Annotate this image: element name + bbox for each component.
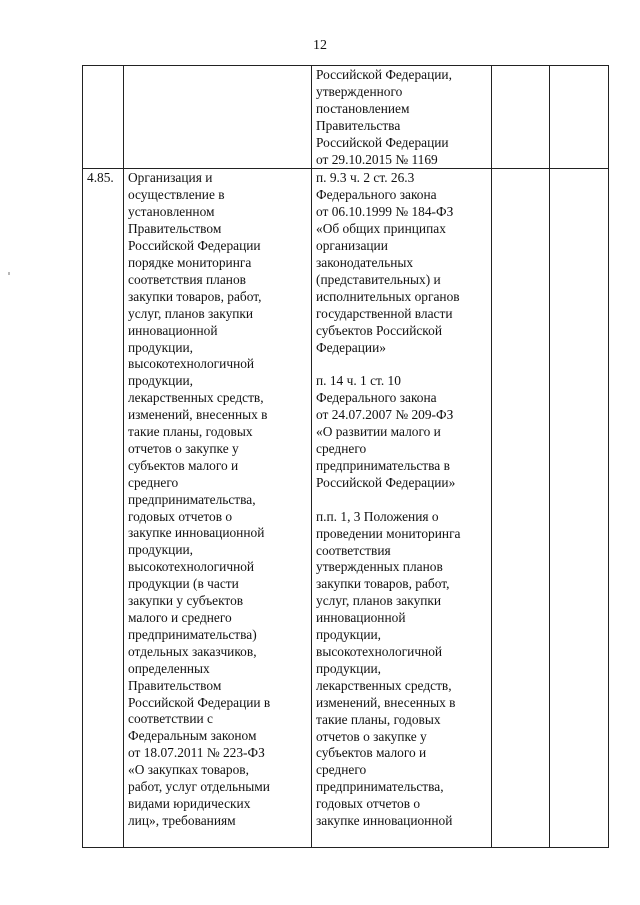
description-text: Организация и осуществление в установленном Правительством Российской Федерации порядке мониторинга соответствия планов закупки товаров, работ, услуг, планов закупки инновационной продукции, высокотехнологичной продукции, лекарственных средств, изменений, внесенных в такие планы, годовых отчетов о закупке у субъектов малого и среднего предпринимательства, годовых отчетов о закупке инновационной продукции, высокотехнологичной продукции (в части закупки у субъектов малого и среднего предпринимательства) отдельных заказчиков, определенных Правительством Российской Федерации в соответствии с Федеральным законом от 18.07.2011 № 223-ФЗ «О закупках товаров, работ, услуг отдельными видами юридических лиц», требованиям [128,170,271,828]
document-table [82,65,609,848]
row-number-cell [83,66,124,169]
extra-cell-5 [550,169,609,848]
legal-basis-184fz: п. 9.3 ч. 2 ст. 26.3 Федерального закона от 06.10.1999 № 184-ФЗ «Об общих принципах организации законодательных (представительных) и исполнительных органов государственной власти субъектов Российской Федерации» [316,170,460,355]
extra-cell-4 [492,66,550,169]
table-row [83,169,609,848]
legal-basis-cell [312,66,492,169]
scan-artifact [8,272,10,275]
paragraph-gap [316,492,488,509]
page-number: 12 [313,38,327,53]
legal-basis-cell [312,169,492,848]
paragraph-gap [316,356,488,373]
description-cell [124,169,312,848]
legal-basis-regulation: п.п. 1, 3 Положения о проведении мониторинга соответствия утвержденных планов закупки товаров, работ, услуг, планов закупки инновационной продукции, высокотехнологичной продукции, лекарственных средств, изменений, внесенных в такие планы, годовых отчетов о закупке у субъектов малого и среднего предпринимательства, годовых отчетов о закупке инновационной [316,508,461,829]
table-row [83,66,609,169]
row-number-cell [83,169,124,848]
extra-cell-5 [550,66,609,169]
row-number: 4.85. [87,170,114,186]
description-cell [124,66,312,169]
extra-cell-4 [492,169,550,848]
legal-basis-text: Российской Федерации, утвержденного постановлением Правительства Российской Федерации от 29.10.2015 № 1169 [316,67,452,167]
legal-basis-209fz: п. 14 ч. 1 ст. 10 Федерального закона от 24.07.2007 № 209-ФЗ «О развитии малого и среднего предпринимательства в Российской Федерации» [316,373,456,490]
